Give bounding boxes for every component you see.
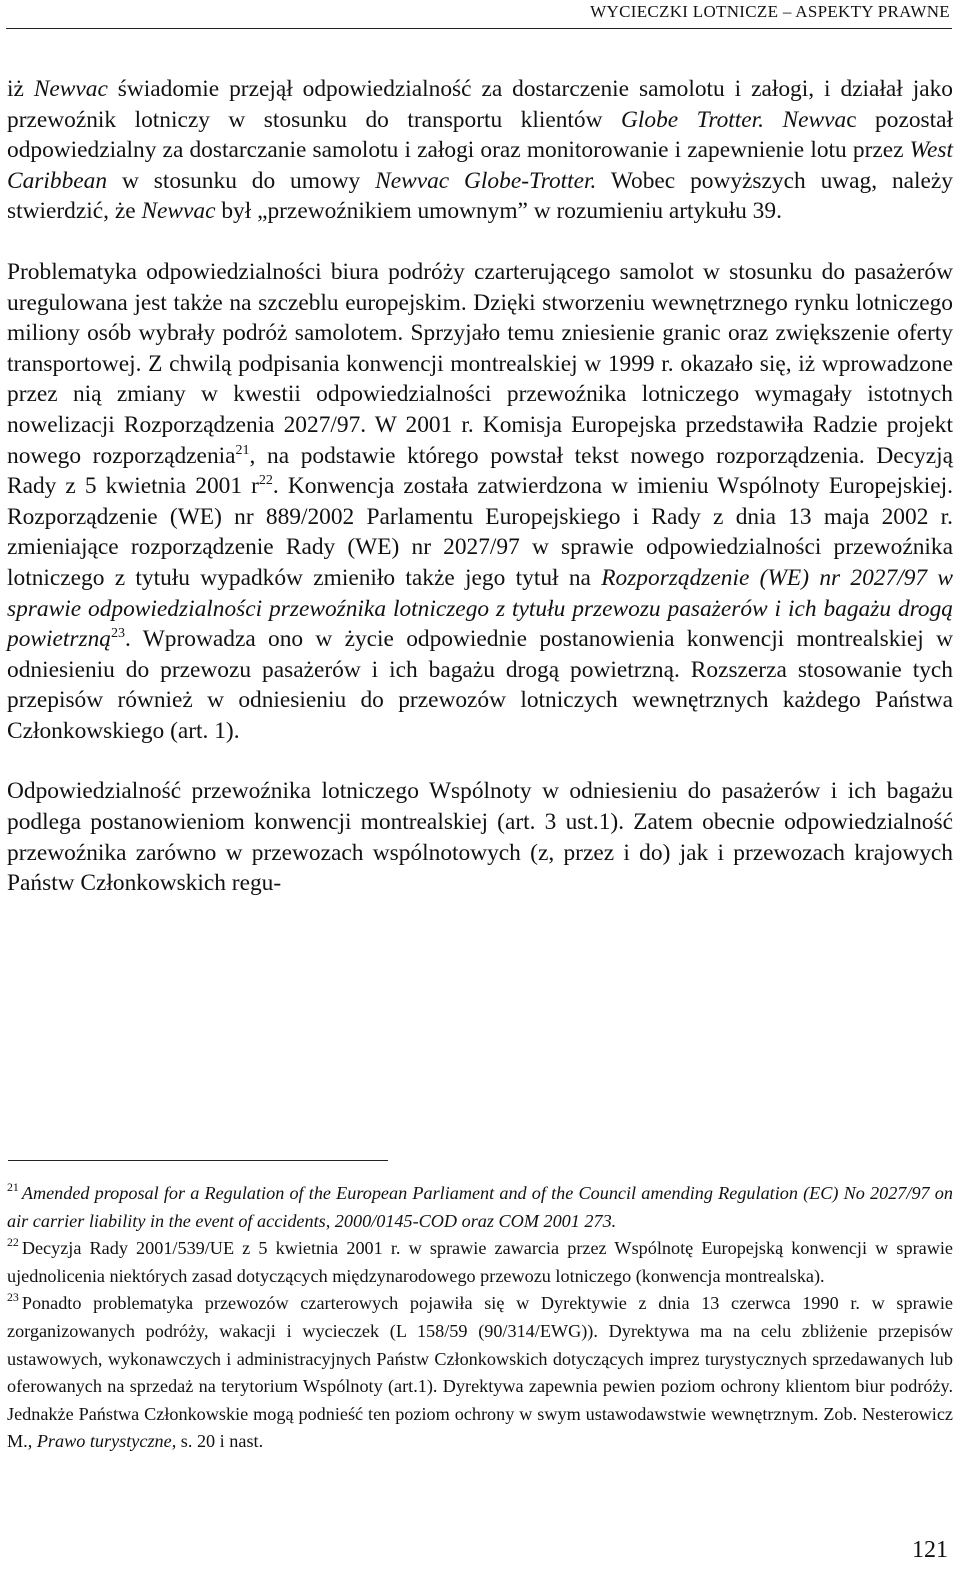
text-run: iż [7, 76, 34, 102]
italic-text: Globe Trotter. Newva [621, 106, 847, 133]
text-run: Decyzja Rady 2001/539/UE z 5 kwietnia 2001 r. w sprawie zawarcia przez Wspólnotę Europejską konwencji w sprawie ujednolicenia niektórych zasad dotyczących międzynarodowego przewozu lotniczego (konwencja montrealska). [7, 1238, 953, 1286]
italic-text: Rozporządzenie (WE) nr 2027/97 w sprawie odpowiedzialności przewoźnika lotniczego z tytułu przewozu pasażerów i ich bagażu drogą powietrzną [7, 564, 954, 653]
text-run: Odpowiedzialność przewoźnika lotniczego Wspólnoty w odniesieniu do pasażerów i ich bagażu podlega postanowieniom konwencji montrealskiej (art. 3 ust.1). Zatem obecnie odpowiedzialność przewoźnika zarówno w przewozach wspólnotowych (z, przez i do) jak i przewozach krajowych Państw Członkowskich regu- [7, 778, 953, 897]
footnotes [7, 1180, 953, 1456]
footnote-21 [7, 1180, 953, 1235]
italic-text: Newvac [33, 76, 108, 102]
italic-text: West Caribbean [7, 137, 953, 194]
footnote-ref: 21 [235, 441, 250, 458]
footnote-number: 21 [7, 1179, 19, 1194]
text-run: w stosunku do umowy [107, 167, 376, 194]
paragraph [7, 776, 953, 898]
italic-text: Prawo turystyczne [36, 1431, 172, 1452]
text-run: Ponadto problematyka przewozów czarterowych pojawiła się w Dyrektywie z dnia 13 czerwca 1990 r. w sprawie zorganizowanych podróży, wakacji i wycieczek (L 158/59 (90/314/EWG)). Dyrektywa ma na celu zbliżenie przepisów ustawowych, wykonawczych i administracyjnych Państw Członkowskich dotyczących imprez turystycznych sprzedawanych lub oferowanych na sprzedaż na terytorium Wspólnoty (art.1). Dyrektywa zapewnia pewien poziom ochrony klientom biur podróży. Jednakże Państwa Członkowskie mogą podnieść ten poziom ochrony w swym ustawodawstwie wewnętrznym. Zob. Nesterowicz M., [7, 1293, 953, 1452]
footnote-number: 23 [7, 1290, 19, 1305]
text-run: Problematyka odpowiedzialności biura podróży czarterującego samolot w stosunku do pasażerów uregulowana jest także na szczeblu europejskim. Dzięki stworzeniu wewnętrznego rynku lotniczego miliony osób wybrały podróż samolotem. Sprzyjało temu zniesienie granic oraz zwiększenie oferty transportowej. Z chwilą podpisania konwencji montrealskiej w 1999 r. okazało się, iż wprowadzone przez nią zmiany w kwestii odpowiedzialności przewoźnika lotniczego wymagały istotnych nowelizacji Rozporządzenia 2027/97. W 2001 r. Komisja Europejska przedstawiła Radzie projekt nowego rozporządzenia [7, 258, 953, 469]
header-rule [6, 28, 952, 29]
text-run: c pozostał odpowiedzialny za dostarczanie samolotu i załogi oraz monitorowanie i zapewnienie lotu przez [7, 106, 954, 164]
italic-text: Newvac Globe-Trotter. [375, 167, 597, 194]
footnote-text [7, 1293, 953, 1451]
text-run: Wobec powyższych uwag, należy stwierdzić, że [7, 167, 953, 225]
running-header: WYCIECZKI LOTNICZE – ASPEKTY PRAWNE [590, 2, 950, 21]
italic-text: Amended proposal for a Regulation of the European Parliament and of the Council amending Regulation (EC) No 2027/97 on air carrier liability in the event of accidents, 2000/0145-COD oraz COM 2001 273. [7, 1183, 953, 1231]
main-text [7, 74, 953, 899]
footnote-text [7, 1183, 953, 1231]
text-run: , na podstawie którego powstał tekst nowego rozporządzenia. Decyzją Rady z 5 kwietnia 2001 r [7, 442, 953, 500]
footnote-separator [8, 1160, 388, 1161]
footnote-number: 22 [7, 1234, 19, 1249]
footnote-23 [7, 1290, 953, 1456]
footnote-22 [7, 1235, 953, 1290]
footnote-ref: 23 [110, 624, 125, 641]
footnote-text [7, 1238, 953, 1286]
text-run: . Wprowadza ono w życie odpowiednie postanowienia konwencji montrealskiej w odniesieniu do przewozu pasażerów i ich bagażu drogą powietrzną. Rozszerza stosowanie tych przepisów również w odniesieniu do przewozów lotniczych wewnętrznych każdego Państwa Członkowskiego (art. 1). [7, 626, 953, 744]
text-run: , s. 20 i nast. [171, 1431, 264, 1452]
page-number: 121 [912, 1537, 948, 1563]
text-run: był „przewoźnikiem umownym” w rozumieniu artykułu 39. [215, 198, 782, 225]
paragraph [7, 74, 953, 227]
paragraph [7, 257, 953, 747]
text-run: . Konwencja została zatwierdzona w imieniu Wspólnoty Europejskiej. Rozporządzenie (WE) nr 889/2002 Parlamentu Europejskiego i Rady z dnia 13 maja 2002 r. zmieniające rozporządzenie Rady (WE) nr 2027/97 w sprawie odpowiedzialności przewoźnika lotniczego z tytułu wypadków zmieniło także jego tytuł na [7, 473, 953, 591]
footnote-ref: 22 [258, 472, 273, 488]
text-run: świadomie przejął odpowiedzialność za dostarczenie samolotu i załogi, i działał jako przewoźnik lotniczy w stosunku do transportu klientów [7, 76, 953, 133]
italic-text: Newvac [141, 198, 216, 225]
